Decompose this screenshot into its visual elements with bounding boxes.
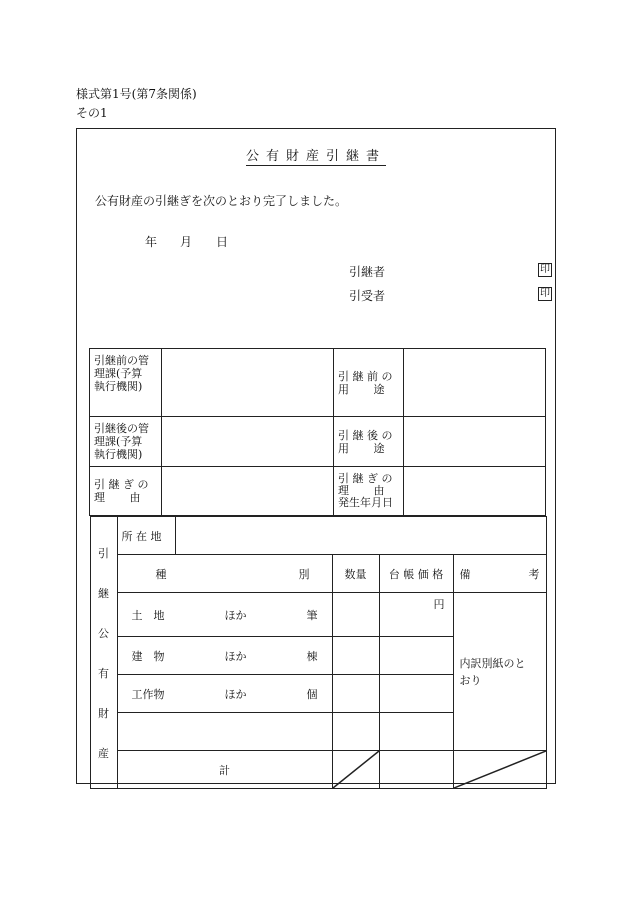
remarks-cell — [453, 593, 546, 751]
value-cell — [379, 593, 453, 637]
side-char: 産 — [98, 746, 109, 760]
remarks-header-a: 備 — [459, 567, 471, 581]
item-name: 土 地 — [131, 608, 165, 622]
quantity-header-text: 数量 — [344, 567, 367, 581]
value-header-text: 台 帳 価 格 — [388, 567, 444, 581]
location-label-cell — [117, 517, 175, 555]
item-name: 工作物 — [131, 687, 165, 701]
item-unit: 個 — [306, 687, 318, 701]
type-header — [117, 555, 332, 593]
remarks-header — [453, 555, 546, 593]
item-hoka: ほか — [224, 649, 247, 663]
item-blank — [117, 713, 332, 751]
value-header — [379, 555, 453, 593]
type-header-b: 別 — [298, 567, 310, 581]
side-char: 財 — [98, 706, 109, 720]
table-row — [90, 467, 546, 516]
quantity-cell — [332, 675, 379, 713]
diagonal-line — [333, 751, 379, 788]
reason-label-cell — [90, 467, 162, 516]
table-row — [90, 593, 546, 637]
property-header-row — [90, 555, 546, 593]
document-title — [77, 145, 555, 164]
next-use-value — [404, 417, 546, 467]
item-hoka: ほか — [224, 608, 247, 622]
type-header-a: 種 — [155, 567, 167, 581]
date-day: 日 — [216, 235, 229, 249]
prev-dept-label-cell — [90, 349, 162, 417]
total-quantity-slashed — [332, 751, 379, 789]
property-table — [90, 516, 547, 789]
reason-label: 引 継 ぎ の 理 由 — [94, 478, 149, 504]
date-month: 月 — [180, 235, 193, 249]
next-dept-label-cell — [90, 417, 162, 467]
next-use-label: 引 継 後 の 用 途 — [338, 428, 393, 455]
item-building — [117, 637, 332, 675]
transferee-seal: 印 — [540, 288, 550, 299]
diagonal-line — [454, 751, 546, 788]
side-char: 引 — [98, 546, 109, 560]
item-name: 建 物 — [131, 649, 165, 663]
quantity-header — [332, 555, 379, 593]
reason-date-label: 引 継 ぎ の 理 由 発生年月日 — [338, 472, 393, 509]
value-cell — [379, 675, 453, 713]
total-label-cell — [117, 751, 332, 789]
transfer-table — [89, 348, 546, 789]
side-char: 公 — [98, 626, 109, 640]
table-row — [90, 516, 546, 790]
statement-text: 公有財産の引継ぎを次のとおり完了しました。 — [95, 194, 348, 208]
transferee-label: 引受者 — [349, 289, 386, 303]
prev-use-label: 引 継 前 の 用 途 — [338, 369, 393, 396]
form-number: 様式第1号(第7条関係) — [76, 87, 197, 101]
table-row — [90, 417, 546, 467]
quantity-cell — [332, 593, 379, 637]
location-row — [90, 517, 546, 555]
value-cell — [379, 713, 453, 751]
prev-use-value — [404, 349, 546, 417]
prev-use-label-cell — [334, 349, 404, 417]
value-cell — [379, 637, 453, 675]
item-unit: 棟 — [306, 649, 318, 663]
side-char: 継 — [98, 586, 109, 600]
transferor-seal: 印 — [540, 264, 550, 275]
transferor-label: 引継者 — [349, 265, 386, 279]
prev-dept-value — [162, 349, 334, 417]
document-title-text: 公有財産引継書 — [245, 149, 386, 164]
date-year: 年 — [145, 235, 158, 249]
table-row — [90, 349, 546, 417]
next-dept-label: 引継後の管 理課(予算 執行機関) — [94, 422, 149, 461]
total-label: 計 — [219, 763, 230, 777]
next-use-label-cell — [334, 417, 404, 467]
yen-label: 円 — [433, 598, 445, 611]
property-section — [90, 516, 546, 790]
item-land — [117, 593, 332, 637]
prev-dept-label: 引継前の管 理課(予算 執行機関) — [94, 354, 149, 393]
total-remarks-slashed — [453, 751, 546, 789]
item-structure — [117, 675, 332, 713]
remarks-header-b: 考 — [528, 567, 540, 581]
side-char: 有 — [98, 666, 109, 680]
reason-date-value — [404, 467, 546, 516]
location-label: 所 在 地 — [121, 529, 162, 543]
total-value — [379, 751, 453, 789]
reason-value — [162, 467, 334, 516]
item-hoka: ほか — [224, 687, 247, 701]
reason-date-label-cell — [334, 467, 404, 516]
quantity-cell — [332, 637, 379, 675]
quantity-cell — [332, 713, 379, 751]
remarks-text: 内訳別紙のと おり — [459, 656, 526, 687]
form-sub-number: その1 — [76, 106, 108, 120]
total-row — [90, 751, 546, 789]
document-frame — [76, 128, 556, 784]
location-value — [175, 517, 546, 555]
item-unit: 筆 — [306, 608, 318, 622]
next-dept-value — [162, 417, 334, 467]
property-side-label — [90, 517, 117, 789]
